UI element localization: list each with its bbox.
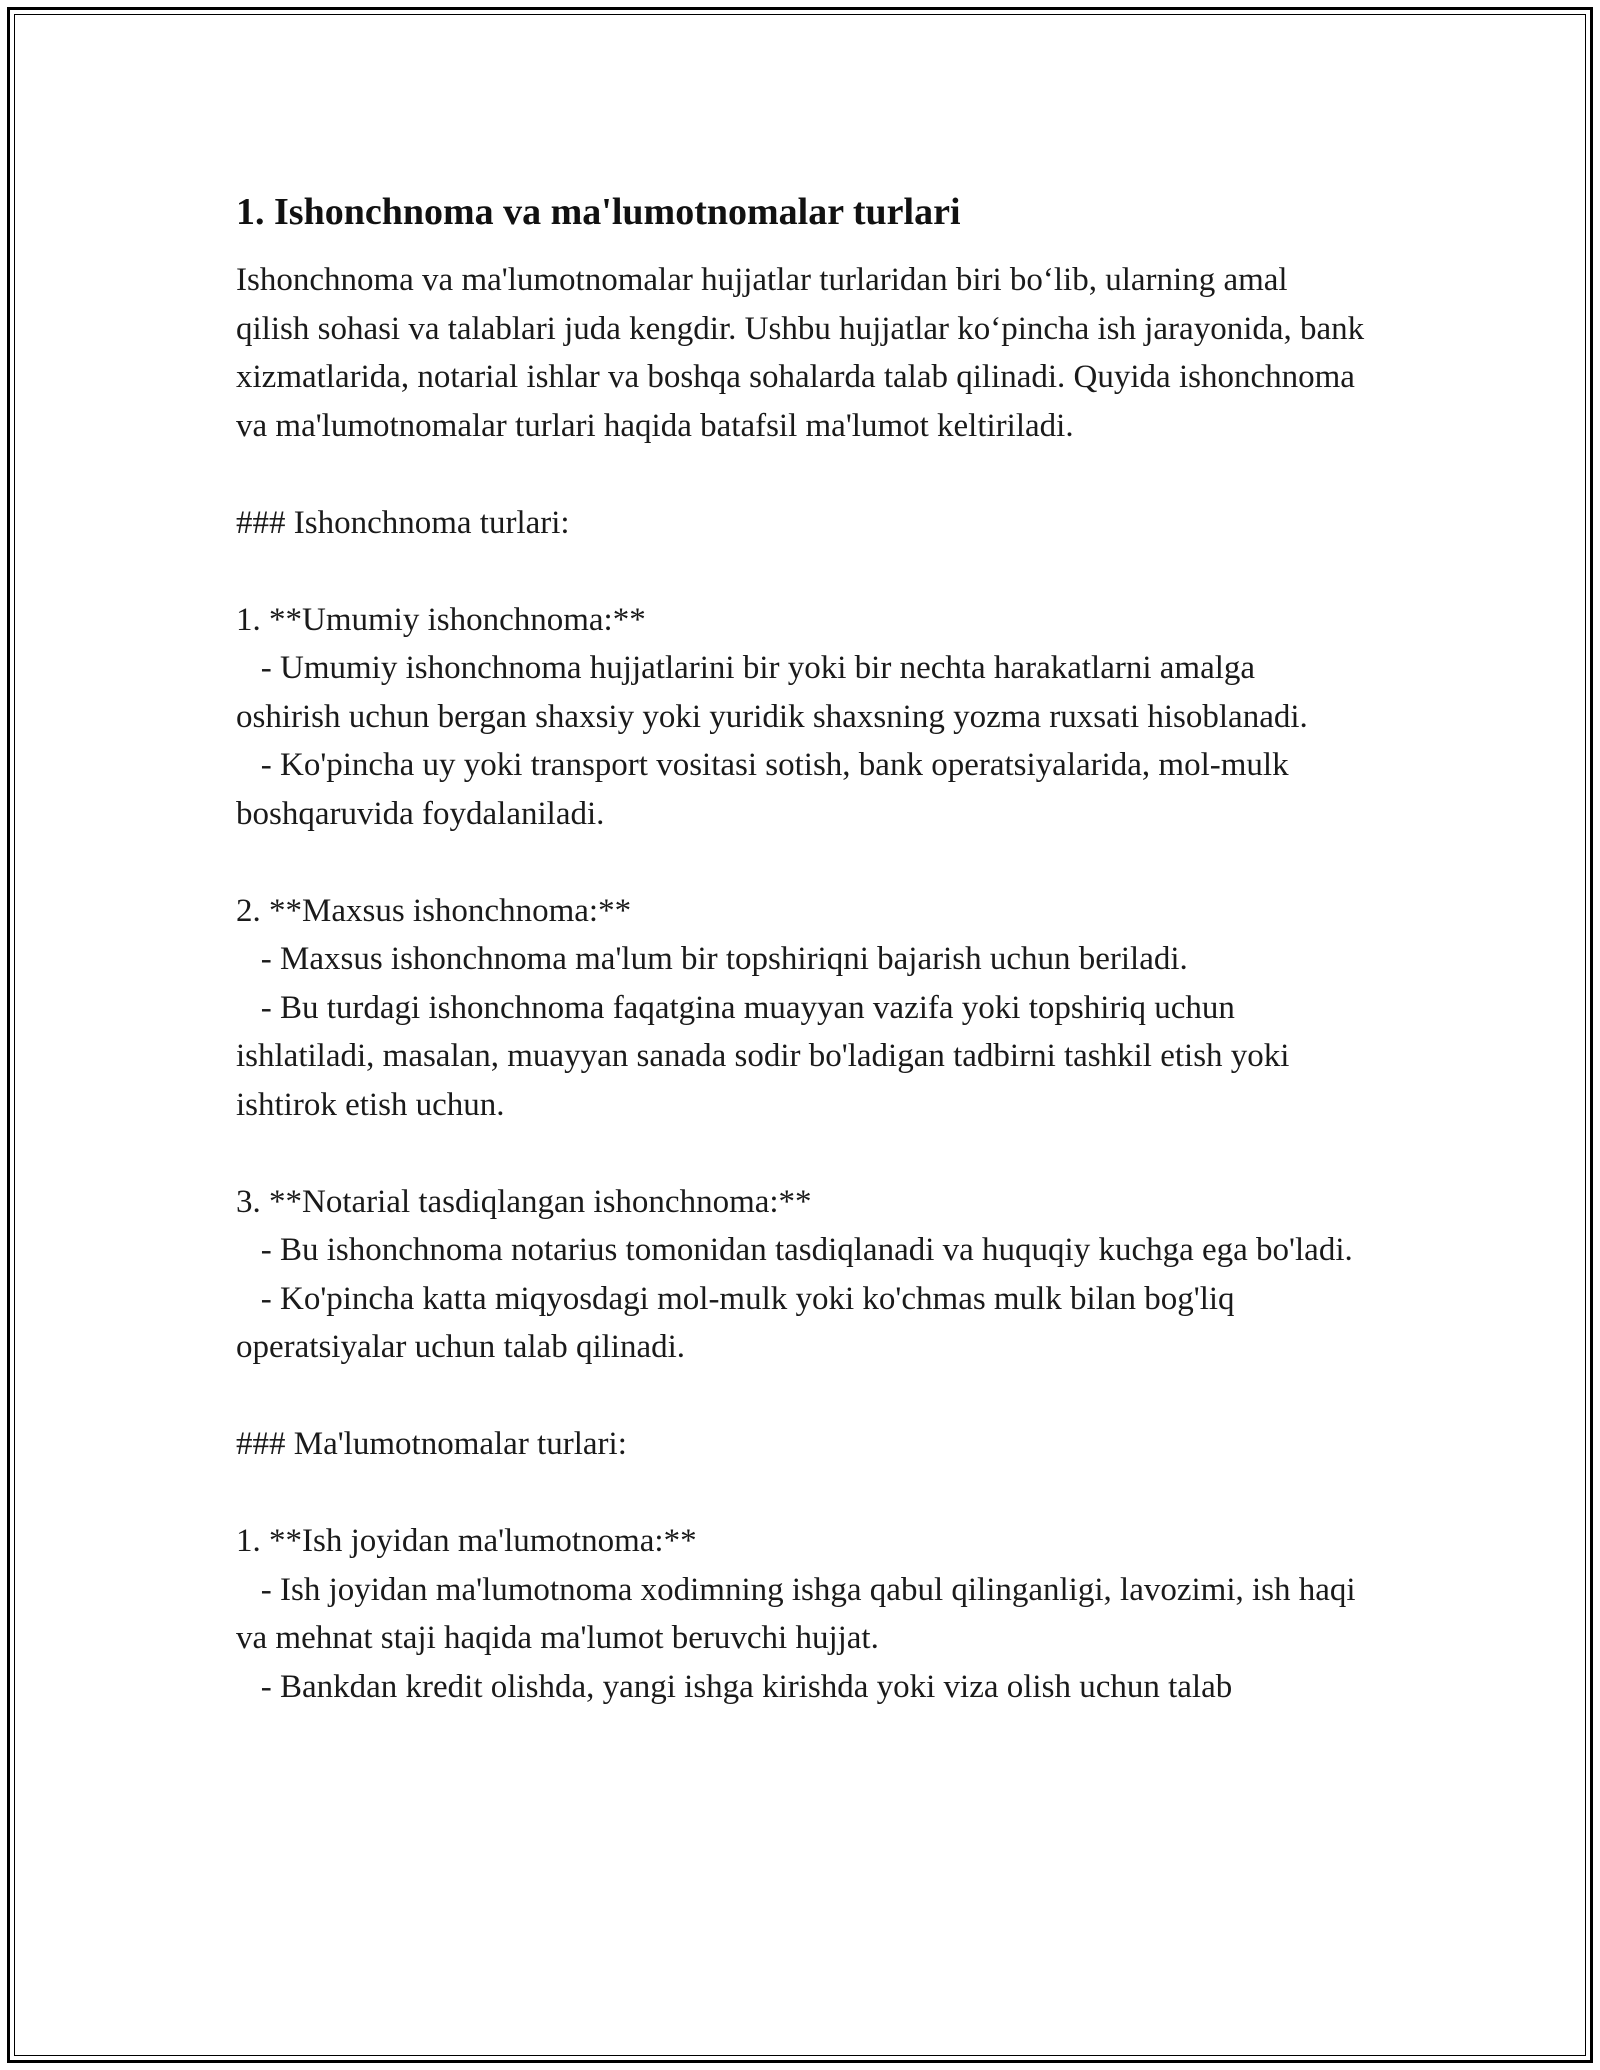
list-item-title: 2. **Maxsus ishonchnoma:** xyxy=(236,892,632,929)
spacer xyxy=(236,1372,1366,1421)
list-item-title: 1. **Ish joyidan ma'lumotnoma:** xyxy=(236,1523,697,1559)
list-item-title: 1. **Umumiy ishonchnoma:** xyxy=(236,601,646,638)
spacer xyxy=(236,838,1366,887)
spacer xyxy=(236,1129,1366,1178)
list-item-line: - Umumiy ishonchnoma hujjatlarini bir yoki bir nechta harakatlarni amalga oshirish uchun bergan shaxsiy yoki yuridik shaxsning yozma ruxsati hisoblanadi. xyxy=(236,650,1308,735)
list-item-line: - Ko'pincha uy yoki transport vositasi sotish, bank operatsiyalarida, mol-mulk boshqaruvida foydalaniladi. xyxy=(236,747,1297,832)
spacer xyxy=(236,450,1366,499)
list-item-line: - Ko'pincha katta miqyosdagi mol-mulk yoki ko'chmas mulk bilan bog'liq operatsiyalar uchun talab qilinadi. xyxy=(236,1280,1243,1365)
list-item-line: - Bankdan kredit olishda, yangi ishga kirishda yoki viza olish uchun talab xyxy=(236,1668,1233,1705)
list-item-title: 3. **Notarial tasdiqlangan ishonchnoma:** xyxy=(236,1183,812,1220)
section-heading-ishonchnoma: ### Ishonchnoma turlari: xyxy=(236,504,570,541)
list-item-line: - Maxsus ishonchnoma ma'lum bir topshiriqni bajarish uchun beriladi. xyxy=(236,941,1188,977)
spacer xyxy=(236,547,1366,596)
list-item-line: - Bu turdagi ishonchnoma faqatgina muayyan vazifa yoki topshiriq uchun ishlatiladi, masalan, muayyan sanada sodir bo'ladigan tadbirni tashkil etish yoki ishtirok etish uchun. xyxy=(236,989,1298,1123)
list-item-line: - Bu ishonchnoma notarius tomonidan tasdiqlanadi va huquqiy kuchga ega bo'ladi. xyxy=(236,1232,1353,1268)
document-body xyxy=(236,186,1373,1711)
spacer xyxy=(236,1469,1366,1518)
section-heading-malumotnoma: ### Ma'lumotnomalar turlari: xyxy=(236,1426,627,1462)
intro-paragraph: Ishonchnoma va ma'lumotnomalar hujjatlar turlaridan biri bo‘lib, ularning amal qilish sohasi va talablari juda kengdir. Ushbu hujjatlar ko‘pincha ish jarayonida, bank xizmatlarida, notarial ishlar va boshqa sohalarda talab qilinadi. Quyida ishonchnoma va ma'lumotnomalar turlari haqida batafsil ma'lumot keltiriladi. xyxy=(236,262,1373,444)
list-item-line: - Ish joyidan ma'lumotnoma xodimning ishga qabul qilinganligi, lavozimi, ish haqi va mehnat staji haqida ma'lumot beruvchi hujjat. xyxy=(236,1571,1364,1656)
document-title: 1. Ishonchnoma va ma'lumotnomalar turlari xyxy=(236,191,961,233)
